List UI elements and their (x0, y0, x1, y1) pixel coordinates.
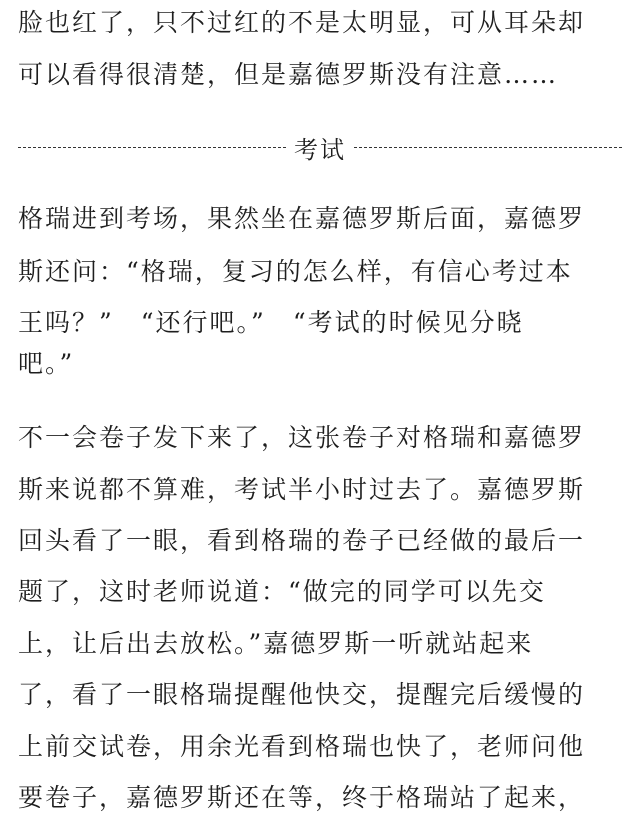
paragraph-2-line-1: 格瑞进到考场，果然坐在嘉德罗斯后面，嘉德罗 (18, 204, 586, 233)
paragraph-3-line-8: 要卷子，嘉德罗斯还在等，终于格瑞站了起来， (18, 783, 586, 812)
section-divider (18, 130, 622, 164)
divider-dash-right (354, 147, 622, 148)
paragraph-3-line-7: 上前交试卷，用余光看到格瑞也快了，老师问他 (18, 732, 586, 761)
paragraph-1-line-2: 可以看得很清楚，但是嘉德罗斯没有注意…… (18, 60, 559, 89)
paragraph-3-line-3: 回头看了一眼，看到格瑞的卷子已经做的最后一 (18, 526, 586, 555)
paragraph-3-line-5: 上，让后出去放松。”嘉德罗斯一听就站起来 (18, 629, 534, 658)
paragraph-2-line-3: 王吗？” “还行吧。” “考试的时候见分晓 (18, 308, 524, 337)
paragraph-1-line-1: 脸也红了，只不过红的不是太明显，可从耳朵却 (18, 8, 586, 37)
section-heading: 考试 (294, 135, 346, 164)
paragraph-2-line-2: 斯还问：“格瑞，复习的怎么样，有信心考过本 (18, 257, 573, 286)
paragraph-2-line-4: 吧。” (18, 349, 75, 378)
divider-dash-left (18, 147, 286, 148)
paragraph-3-line-2: 斯来说都不算难，考试半小时过去了。嘉德罗斯 (18, 475, 586, 504)
paragraph-3-line-1: 不一会卷子发下来了，这张卷子对格瑞和嘉德罗 (18, 423, 586, 452)
paragraph-3-line-6: 了，看了一眼格瑞提醒他快交，提醒完后缓慢的 (18, 680, 586, 709)
paragraph-3-line-4: 题了，这时老师说道：“做完的同学可以先交 (18, 577, 546, 606)
